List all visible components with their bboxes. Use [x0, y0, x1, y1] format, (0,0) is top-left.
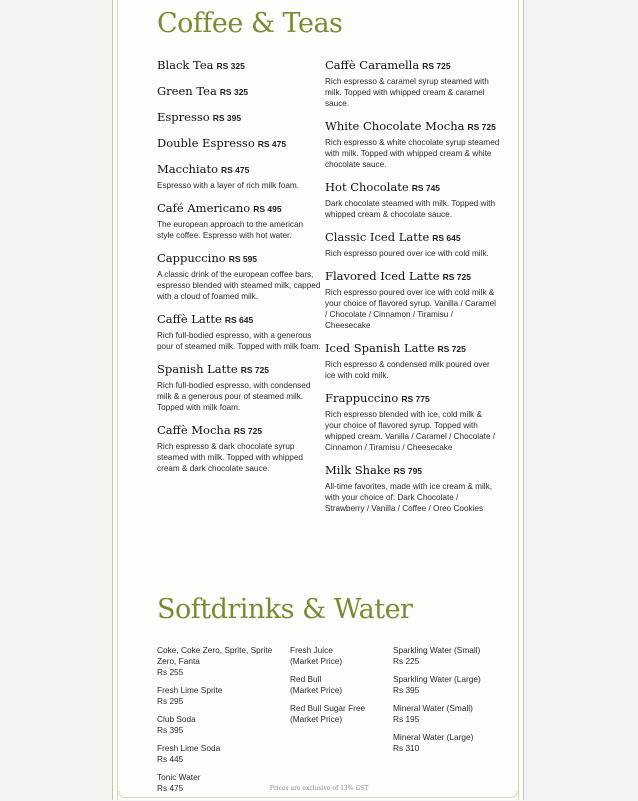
menu-item-description: Dark chocolate steamed with milk. Topped with whipped cream & chocolate sauce.: [325, 199, 496, 219]
menu-item: [325, 57, 500, 109]
menu-item-description: A classic drink of the european coffee bars, espresso blended with steamed milk, capped with a cloud of foamed milk.: [157, 270, 321, 301]
coffee-left-column: [157, 57, 322, 483]
drink-item: [393, 732, 503, 754]
menu-item-heading: [325, 340, 500, 357]
menu-item-heading: [157, 422, 322, 439]
menu-item-price: RS 745: [411, 183, 441, 193]
drink-price: Rs 255: [157, 667, 184, 677]
menu-item-name: Hot Chocolate: [325, 180, 409, 194]
menu-item-price: RS 725: [437, 344, 466, 354]
drink-item: [157, 685, 282, 707]
menu-item-name: Spanish Latte: [157, 362, 238, 376]
menu-item-price: RS 475: [257, 139, 287, 149]
menu-item-name: Cappuccino: [157, 251, 226, 265]
menu-item-description: Rich espresso & white chocolate syrup steamed with milk. Topped with whipped cream & white chocolate sauce.: [325, 138, 500, 169]
menu-item-name: Green Tea: [157, 84, 217, 98]
drink-name: Mineral Water (Small): [393, 703, 473, 713]
drink-name: Fresh Lime Soda: [157, 743, 221, 753]
menu-item: [157, 135, 322, 152]
gst-footnote: Prices are exclusive of 13% GST: [269, 785, 369, 792]
menu-item-heading: [157, 311, 322, 328]
menu-item-heading: [325, 57, 500, 74]
menu-item-description: Rich full-bodied espresso, with condensed milk & a generous pour of steamed milk. Topped with milk foam.: [157, 381, 311, 412]
drink-price: Rs 395: [393, 685, 420, 695]
menu-item: [157, 422, 322, 474]
menu-item-heading: [157, 109, 322, 126]
menu-item-heading: [157, 135, 322, 152]
drink-price: Rs 395: [157, 725, 184, 735]
menu-item-heading: [157, 200, 322, 217]
menu-item-name: Caffè Caramella: [325, 58, 420, 72]
menu-item-price: RS 395: [212, 113, 242, 123]
menu-item-description: Rich espresso blended with ice, cold milk & your choice of flavored syrup. Topped with whipped cream. Vanilla / Caramel / Chocolate / Cinnamon / Tiramisu / Cheesecake: [325, 410, 496, 452]
menu-item: [157, 311, 322, 352]
drink-name: Tonic Water: [157, 772, 201, 782]
drink-name: Mineral Water (Large): [393, 732, 474, 742]
softdrinks-column-2: [290, 645, 390, 732]
menu-item-price: RS 725: [442, 272, 471, 282]
menu-item: [157, 109, 322, 126]
drink-item: [157, 645, 282, 678]
menu-item-price: RS 645: [224, 315, 254, 325]
menu-item-price: RS 725: [240, 365, 270, 375]
menu-item: [325, 390, 500, 453]
menu-item-heading: [325, 179, 500, 196]
menu-item-heading: [157, 161, 322, 178]
menu-item-heading: [325, 268, 500, 285]
drink-price: Rs 295: [157, 696, 184, 706]
drink-price: Rs 475: [157, 783, 184, 793]
coffee-right-column: [325, 57, 500, 523]
drink-name: Fresh Lime Sprite: [157, 685, 223, 695]
menu-item-description: Rich espresso & caramel syrup steamed with milk. Topped with whipped cream & caramel sauce.: [325, 77, 489, 108]
menu-item: [325, 118, 500, 170]
menu-item-price: RS 475: [221, 165, 250, 175]
menu-item-price: RS 595: [228, 254, 258, 264]
menu-item-heading: [157, 83, 322, 100]
menu-item-description: Rich espresso & dark chocolate syrup steamed with milk. Topped with whipped cream & dark chocolate sauce.: [157, 442, 303, 473]
menu-item-price: RS 645: [432, 233, 461, 243]
menu-item-name: Milk Shake: [325, 463, 391, 477]
drink-price: (Market Price): [290, 685, 343, 695]
drink-name: Sparkling Water (Small): [393, 645, 481, 655]
menu-item: [325, 340, 500, 381]
menu-item-description: Espresso with a layer of rich milk foam.: [157, 181, 299, 190]
softdrinks-column-3: [393, 645, 503, 761]
drink-price: (Market Price): [290, 714, 343, 724]
menu-item-price: RS 325: [216, 61, 245, 71]
menu-item-heading: [325, 229, 500, 246]
menu-item: [157, 161, 322, 191]
menu-item-name: Flavored Iced Latte: [325, 269, 440, 283]
drink-name: Red Bull Sugar Free: [290, 703, 366, 713]
menu-item-price: RS 775: [401, 394, 430, 404]
drink-item: [290, 703, 390, 725]
menu-item-description: Rich espresso poured over ice with cold milk & your choice of flavored syrup. Vanilla / Caramel / Chocolate / Cinnamon / Tiramisu / Cheesecake: [325, 288, 496, 330]
menu-item: [325, 179, 500, 220]
menu-item: [157, 250, 322, 302]
menu-item-heading: [325, 118, 500, 135]
menu-item-price: RS 725: [422, 61, 451, 71]
drink-item: [157, 743, 282, 765]
menu-item-name: Classic Iced Latte: [325, 230, 430, 244]
menu-item-description: Rich espresso & condensed milk poured over ice with cold milk.: [325, 360, 490, 380]
menu-item: [157, 57, 322, 74]
menu-item-price: RS 495: [253, 204, 282, 214]
menu-item-price: RS 725: [233, 426, 263, 436]
menu-item-name: Macchiato: [157, 162, 218, 176]
menu-item-price: RS 795: [393, 466, 423, 476]
menu-item-heading: [325, 390, 500, 407]
drink-item: [393, 674, 503, 696]
menu-item: [157, 200, 322, 241]
menu-item-description: The european approach to the american style coffee. Espresso with hot water.: [157, 220, 304, 240]
drink-price: Rs 310: [393, 743, 420, 753]
menu-item: [325, 462, 500, 514]
drink-item: [157, 714, 282, 736]
menu-item: [157, 361, 322, 413]
coffee-teas-title: Coffee & Teas: [157, 8, 343, 39]
softdrinks-column-1: [157, 645, 282, 801]
menu-item: [325, 229, 500, 259]
menu-item-name: Frappuccino: [325, 391, 399, 405]
menu-item-name: Caffè Mocha: [157, 423, 231, 437]
menu-item-name: Café Americano: [157, 201, 251, 215]
drink-name: Fresh Juice: [290, 645, 333, 655]
menu-item-name: Black Tea: [157, 58, 214, 72]
menu-item: [325, 268, 500, 331]
drink-name: Red Bull: [290, 674, 322, 684]
drink-price: Rs 445: [157, 754, 184, 764]
menu-item-description: All-time favorites, made with ice cream & milk, with your choice of: Dark Chocolate / Strawberry / Vanilla / Coffee / Oreo Cookies: [325, 482, 492, 513]
drink-price: Rs 225: [393, 656, 420, 666]
drink-item: [393, 703, 503, 725]
drink-item: [290, 645, 390, 667]
menu-item-price: RS 725: [467, 122, 496, 132]
softdrinks-water-title: Softdrinks & Water: [157, 594, 413, 625]
menu-item-name: Iced Spanish Latte: [325, 341, 435, 355]
drink-price: Rs 195: [393, 714, 420, 724]
menu-item-heading: [157, 250, 322, 267]
drink-name: Coke, Coke Zero, Sprite, Sprite Zero, Fanta: [157, 645, 273, 666]
drink-item: [290, 674, 390, 696]
menu-item-description: Rich full-bodied espresso, with a generous pour of steamed milk. Topped with milk foam.: [157, 331, 321, 351]
menu-item-heading: [157, 361, 322, 378]
drink-price: (Market Price): [290, 656, 343, 666]
menu-item-name: White Chocolate Mocha: [325, 119, 465, 133]
drink-item: [393, 645, 503, 667]
menu-item-description: Rich espresso poured over ice with cold milk.: [325, 249, 489, 258]
drink-name: Sparkling Water (Large): [393, 674, 481, 684]
drink-name: Club Soda: [157, 714, 196, 724]
menu-item-heading: [325, 462, 500, 479]
menu-item-name: Espresso: [157, 110, 210, 124]
menu-item-price: RS 325: [219, 87, 249, 97]
menu-item-heading: [157, 57, 322, 74]
menu-item-name: Caffè Latte: [157, 312, 222, 326]
menu-item: [157, 83, 322, 100]
menu-item-name: Double Espresso: [157, 136, 255, 150]
